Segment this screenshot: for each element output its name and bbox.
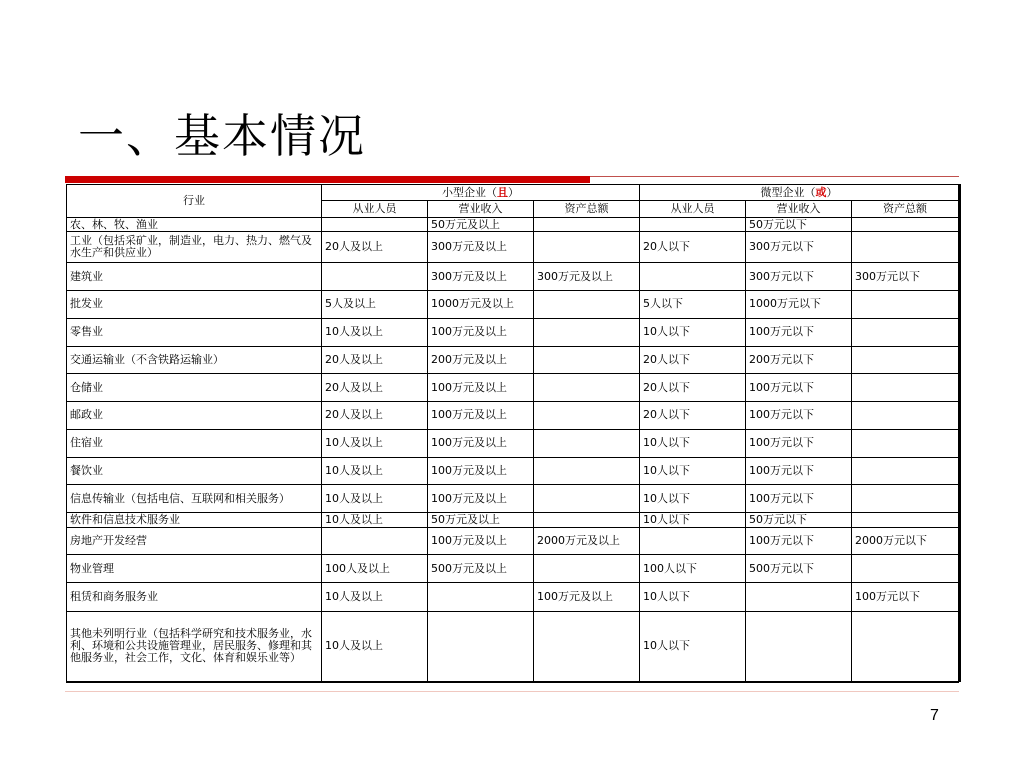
value-cell [852,318,960,346]
header-small-prefix: 小型企业（ [442,185,497,199]
value-cell [852,218,960,232]
value-cell: 10人以下 [640,485,746,513]
subheader-3: 从业人员 [640,201,746,218]
value-cell: 500万元及以上 [428,555,534,583]
value-cell: 100人以下 [640,555,746,583]
table-row [67,527,960,555]
value-cell [534,346,640,374]
value-cell: 2000万元以下 [852,527,960,555]
value-cell: 20人及以上 [322,402,428,430]
subheader-2: 资产总额 [534,201,640,218]
enterprise-classification-table-container [66,184,959,682]
value-cell [534,402,640,430]
value-cell [534,555,640,583]
subheader-0: 从业人员 [322,201,428,218]
value-cell [640,263,746,291]
value-cell: 10人以下 [640,429,746,457]
value-cell: 1000万元及以上 [428,291,534,319]
value-cell: 20人及以上 [322,346,428,374]
value-cell [534,218,640,232]
table-row [67,232,960,263]
value-cell [852,291,960,319]
industry-cell: 工业（包括采矿业，制造业，电力、热力、燃气及水生产和供应业） [67,232,322,263]
value-cell [852,611,960,681]
value-cell: 100万元以下 [746,402,852,430]
page-number: 7 [930,707,939,724]
table-row [67,555,960,583]
value-cell: 300万元及以上 [534,263,640,291]
value-cell [428,611,534,681]
value-cell: 20人以下 [640,374,746,402]
table-row [67,402,960,430]
industry-cell: 餐饮业 [67,457,322,485]
industry-cell: 物业管理 [67,555,322,583]
value-cell: 100万元及以上 [428,318,534,346]
value-cell: 10人及以上 [322,611,428,681]
value-cell: 100万元以下 [852,583,960,612]
industry-cell: 住宿业 [67,429,322,457]
value-cell: 5人及以上 [322,291,428,319]
value-cell [534,374,640,402]
industry-cell: 建筑业 [67,263,322,291]
table-row [67,291,960,319]
value-cell: 100万元及以上 [428,485,534,513]
value-cell: 100人及以上 [322,555,428,583]
table-row [67,218,960,232]
value-cell: 300万元以下 [746,263,852,291]
value-cell: 10人及以上 [322,513,428,527]
value-cell: 10人以下 [640,583,746,612]
header-micro-mark: 或 [815,185,827,199]
value-cell: 5人以下 [640,291,746,319]
industry-cell: 软件和信息技术服务业 [67,513,322,527]
value-cell [852,232,960,263]
header-industry: 行业 [67,185,322,218]
value-cell: 10人及以上 [322,485,428,513]
industry-cell: 租赁和商务服务业 [67,583,322,612]
industry-cell: 信息传输业（包括电信、互联网和相关服务） [67,485,322,513]
value-cell: 10人以下 [640,611,746,681]
value-cell: 10人及以上 [322,429,428,457]
header-small-mark: 且 [497,185,508,199]
industry-cell: 仓储业 [67,374,322,402]
value-cell [852,555,960,583]
value-cell [534,485,640,513]
value-cell [322,263,428,291]
industry-cell: 批发业 [67,291,322,319]
header-micro-suffix: ） [826,185,838,199]
slide-title: 一、基本情况 [78,109,366,163]
table-row [67,346,960,374]
value-cell: 10人以下 [640,457,746,485]
value-cell [428,583,534,612]
value-cell: 50万元以下 [746,513,852,527]
value-cell: 50万元以下 [746,218,852,232]
table-row [67,429,960,457]
header-small-suffix: ） [508,185,519,199]
header-micro-enterprise [640,185,960,201]
subheader-4: 营业收入 [746,201,852,218]
value-cell: 2000万元及以上 [534,527,640,555]
value-cell [852,513,960,527]
value-cell: 20人及以上 [322,232,428,263]
value-cell: 300万元及以上 [428,232,534,263]
enterprise-classification-table [66,184,961,682]
value-cell: 100万元以下 [746,429,852,457]
value-cell [534,611,640,681]
value-cell: 100万元以下 [746,457,852,485]
value-cell [534,291,640,319]
table-row [67,263,960,291]
value-cell [640,527,746,555]
value-cell: 100万元以下 [746,318,852,346]
value-cell [746,583,852,612]
value-cell: 10人以下 [640,513,746,527]
table-row [67,611,960,681]
industry-cell: 交通运输业（不含铁路运输业） [67,346,322,374]
title-accent-bar [65,176,590,183]
value-cell: 20人以下 [640,402,746,430]
subheader-1: 营业收入 [428,201,534,218]
header-micro-prefix: 微型企业（ [760,185,816,199]
value-cell: 20人及以上 [322,374,428,402]
table-row [67,318,960,346]
industry-cell: 农、林、牧、渔业 [67,218,322,232]
value-cell: 50万元及以上 [428,513,534,527]
table-row [67,457,960,485]
value-cell [852,485,960,513]
value-cell: 20人以下 [640,232,746,263]
value-cell [852,374,960,402]
value-cell [640,218,746,232]
industry-cell: 其他未列明行业（包括科学研究和技术服务业，水利、环境和公共设施管理业，居民服务、修理和其他服务业，社会工作，文化、体育和娱乐业等） [67,611,322,681]
value-cell: 10人及以上 [322,318,428,346]
industry-cell: 邮政业 [67,402,322,430]
value-cell: 50万元及以上 [428,218,534,232]
table-row [67,374,960,402]
value-cell: 100万元及以上 [534,583,640,612]
value-cell: 10人及以上 [322,457,428,485]
value-cell [852,457,960,485]
value-cell [534,457,640,485]
table-row [67,583,960,612]
value-cell: 200万元以下 [746,346,852,374]
subheader-5: 资产总额 [852,201,960,218]
table-row [67,513,960,527]
value-cell: 300万元以下 [746,232,852,263]
value-cell [322,218,428,232]
value-cell: 100万元及以上 [428,527,534,555]
value-cell [852,402,960,430]
value-cell [746,611,852,681]
value-cell [322,527,428,555]
table-row [67,485,960,513]
value-cell [534,429,640,457]
value-cell: 10人以下 [640,318,746,346]
value-cell [852,346,960,374]
value-cell: 100万元及以上 [428,457,534,485]
industry-cell: 房地产开发经营 [67,527,322,555]
value-cell: 100万元以下 [746,527,852,555]
value-cell: 20人以下 [640,346,746,374]
table-bottom-border [66,681,959,683]
header-small-enterprise [322,185,640,201]
value-cell: 300万元以下 [852,263,960,291]
industry-cell: 零售业 [67,318,322,346]
value-cell: 100万元以下 [746,485,852,513]
footer-rule [65,691,959,692]
value-cell: 100万元及以上 [428,402,534,430]
value-cell: 1000万元以下 [746,291,852,319]
value-cell [534,318,640,346]
value-cell: 100万元及以上 [428,374,534,402]
value-cell [534,513,640,527]
value-cell: 100万元以下 [746,374,852,402]
value-cell: 300万元及以上 [428,263,534,291]
value-cell: 500万元以下 [746,555,852,583]
value-cell: 100万元及以上 [428,429,534,457]
value-cell: 10人及以上 [322,583,428,612]
value-cell: 200万元及以上 [428,346,534,374]
value-cell [534,232,640,263]
value-cell [852,429,960,457]
